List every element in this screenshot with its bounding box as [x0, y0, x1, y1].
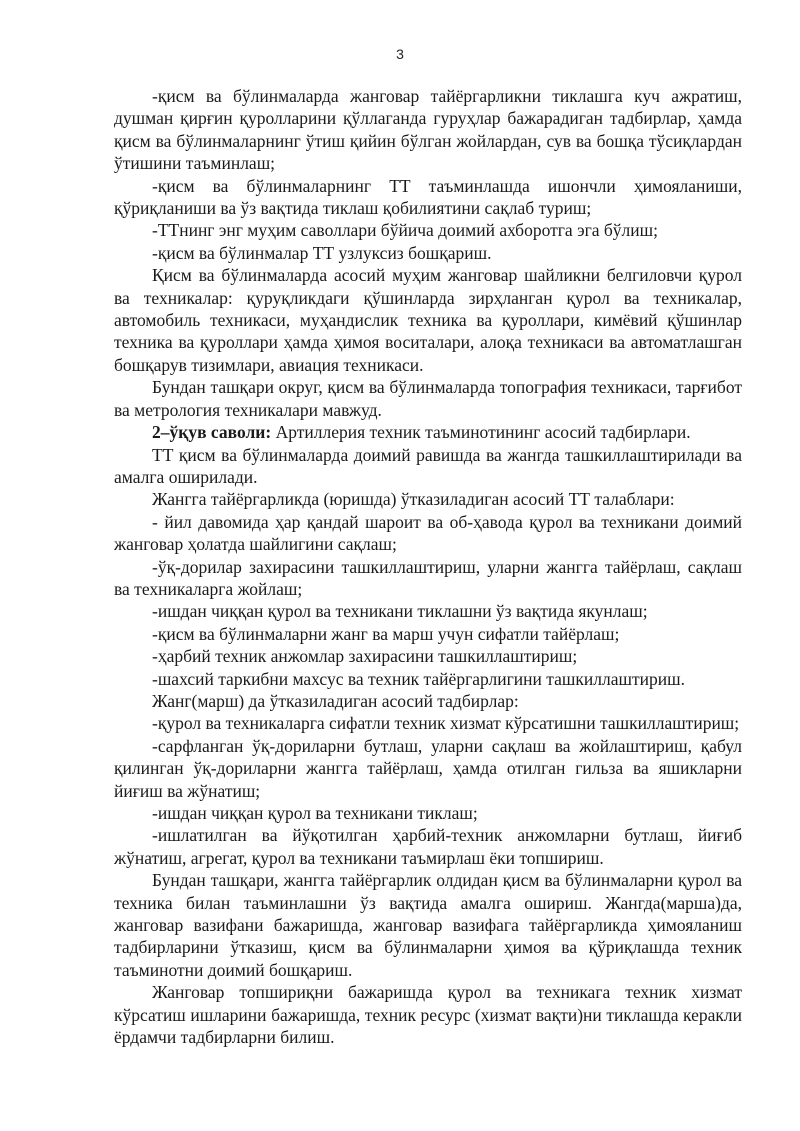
paragraph-7	[114, 421, 742, 443]
paragraph-15: -шахсий таркибни махсус ва техник тайёргарлигини ташкиллаштириш.	[152, 668, 685, 689]
paragraph-6: Бундан ташқари округ, қисм ва бўлинмаларда топография техникаси, тарғибот ва метрология техникалари мавжуд.	[114, 377, 742, 420]
paragraph-14: -ҳарбий техник анжомлар захирасини ташкиллаштириш;	[152, 646, 578, 667]
paragraph-10: - йил давомида ҳар қандай шароит ва об-ҳавода қурол ва техникани доимий жанговар ҳолатда шайлигини сақлаш;	[114, 511, 742, 555]
paragraph-22: Жанговар топшириқни бажаришда қурол ва техникага техник хизмат кўрсатиш ишларини бажаришда, техник ресурс (хизмат вақти)ни тиклашда керакли ёрдамчи тадбирларни билиш.	[114, 982, 742, 1048]
paragraph-3: -ТТнинг энг муҳим саволлари бўйича доимий ахборотга эга бўлиш;	[152, 220, 658, 241]
paragraph-4: -қисм ва бўлинмалар ТТ узлуксиз бошқариш.	[152, 242, 492, 263]
paragraph-5: Қисм ва бўлинмаларда асосий муҳим жанговар шайликни белгиловчи қурол ва техникалар: қуруқликдаги қўшинларда зирҳланган қурол ва техникалар, автомобиль техникаси, муҳандислик техника ва қуроллари, кимёвий қўшинлар техника ва қуроллари ҳамда ҳимоя воситалари, алоқа техникаси ва автоматлашган бошқарув тизимлари, авиация техникаси.	[114, 265, 742, 375]
paragraph-8: ТТ қисм ва бўлинмаларда доимий равишда ва жангда ташкиллаштирилади ва амалга оширилади.	[114, 444, 742, 487]
paragraph-2: -қисм ва бўлинмаларнинг ТТ таъминлашда ишончли ҳимояланиши, қўриқланиши ва ўз вақтида тиклаш қобилиятини сақлаб туриш;	[114, 175, 742, 219]
paragraph-21: Бундан ташқари, жангга тайёргарлик олдидан қисм ва бўлинмаларни қурол ва техника билан таъминлашни ўз вақтида амалга ошириш. Жангда(марша)да, жанговар вазифани бажаришда, жанговар вазифага тайёргарликда ҳимояланиш тадбирларини ўтказиш, қисм ва бўлинмаларни ҳимоя ва қўриқлашда техник таъминотни доимий бошқариш.	[114, 870, 742, 980]
paragraph-13: -қисм ва бўлинмаларни жанг ва марш учун сифатли тайёрлаш;	[152, 623, 620, 644]
paragraph-1: -қисм ва бўлинмаларда жанговар тайёргарликни тиклашга куч ажратиш, душман қирғин қуролларини қўллаганда гуруҳлар бажарадиган тадбирлар, ҳамда қисм ва бўлинмаларнинг ўтиш қийин бўлган жойлардан, сув ва бошқа тўсиқлардан ўтишини таъминлаш;	[114, 86, 742, 174]
paragraph-16: Жанг(марш) да ўтказиладиган асосий тадбирлар:	[152, 690, 519, 711]
paragraph-11: -ўқ-дорилар захирасини ташкиллаштириш, уларни жангга тайёрлаш, сақлаш ва техникаларга жойлаш;	[114, 556, 742, 599]
page-number: 3	[396, 46, 404, 62]
paragraph-18: -сарфланган ўқ-дориларни бутлаш, уларни сақлаш ва жойлаштириш, қабул қилинган ўқ-дориларни жангга тайёрлаш, ҳамда отилган гильза ва яшикларни йиғиш ва жўнатиш;	[114, 735, 742, 801]
paragraph-19: -ишдан чиққан қурол ва техникани тиклаш;	[152, 803, 478, 823]
paragraph-12: -ишдан чиққан қурол ва техникани тиклашни ўз вақтида якунлаш;	[152, 601, 648, 622]
question-title: Артиллерия техник таъминотининг асосий тадбирлари.	[271, 422, 691, 443]
paragraph-20: -ишлатилган ва йўқотилган ҳарбий-техник анжомларни бутлаш, йиғиб жўнатиш, агрегат, қурол ва техникани таъмирлаш ёки топшириш.	[114, 825, 742, 868]
document-body	[114, 85, 742, 1048]
paragraph-9: Жангга тайёргарликда (юришда) ўтказиладиган асосий ТТ талаблари:	[152, 489, 675, 510]
paragraph-17: -қурол ва техникаларга сифатли техник хизмат кўрсатишни ташкиллаштириш;	[152, 713, 740, 734]
question-heading: 2–ўқув саволи:	[152, 422, 272, 443]
